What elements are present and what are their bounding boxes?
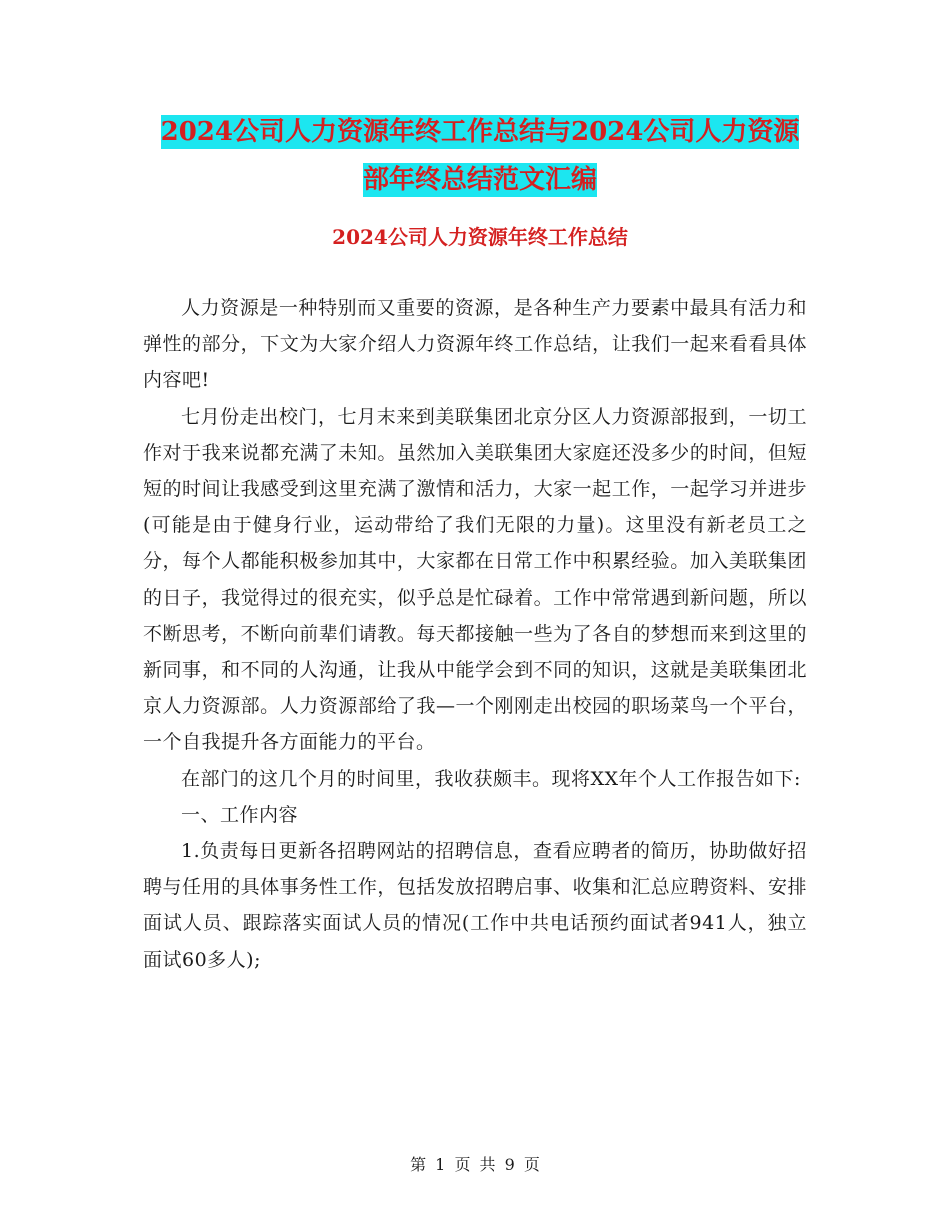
document-title-line-1: 2024公司人力资源年终工作总结与2024公司人力资源 xyxy=(160,117,800,147)
paragraph-experience: 七月份走出校门，七月末来到美联集团北京分区人力资源部报到，一切工作对于我来说都充满了未知。虽然加入美联集团大家庭还没多少的时间，但短短的时间让我感受到这里充满了激情和活力，大家一起工作，一起学习并进步(可能是由于健身行业，运动带给了我们无限的力量)。这里没有新老员工之分，每个人都能积极参加其中，大家都在日常工作中积累经验。加入美联集团的日子，我觉得过的很充实，似乎总是忙碌着。工作中常常遇到新问题，所以不断思考，不断向前辈们请教。每天都接触一些为了各自的梦想而来到这里的新同事，和不同的人沟通，让我从中能学会到不同的知识，这就是美联集团北京人力资源部。人力资源部给了我—一个刚刚走出校园的职场菜鸟一个平台，一个自我提升各方面能力的平台。 xyxy=(143,405,807,754)
document-body xyxy=(143,290,807,978)
section-title: 2024公司人力资源年终工作总结 xyxy=(332,225,628,249)
paragraph-report-intro: 在部门的这几个月的时间里，我收获颇丰。现将XX年个人工作报告如下: xyxy=(181,767,801,790)
page-footer: 第 1 页 共 9 页 xyxy=(410,1155,540,1174)
paragraph-intro: 人力资源是一种特别而又重要的资源，是各种生产力要素中最具有活力和弹性的部分，下文为大家介绍人力资源年终工作总结，让我们一起来看看具体内容吧! xyxy=(143,297,807,392)
document-title-line-2: 部年终总结范文汇编 xyxy=(362,165,597,195)
paragraph-heading-work-content: 一、工作内容 xyxy=(181,803,299,826)
document-title xyxy=(140,108,820,204)
paragraph-item-1: 1.负责每日更新各招聘网站的招聘信息，查看应聘者的简历，协助做好招聘与任用的具体事务性工作，包括发放招聘启事、收集和汇总应聘资料、安排面试人员、跟踪落实面试人员的情况(工作中共电话预约面试者941人，独立面试60多人); xyxy=(143,840,807,971)
